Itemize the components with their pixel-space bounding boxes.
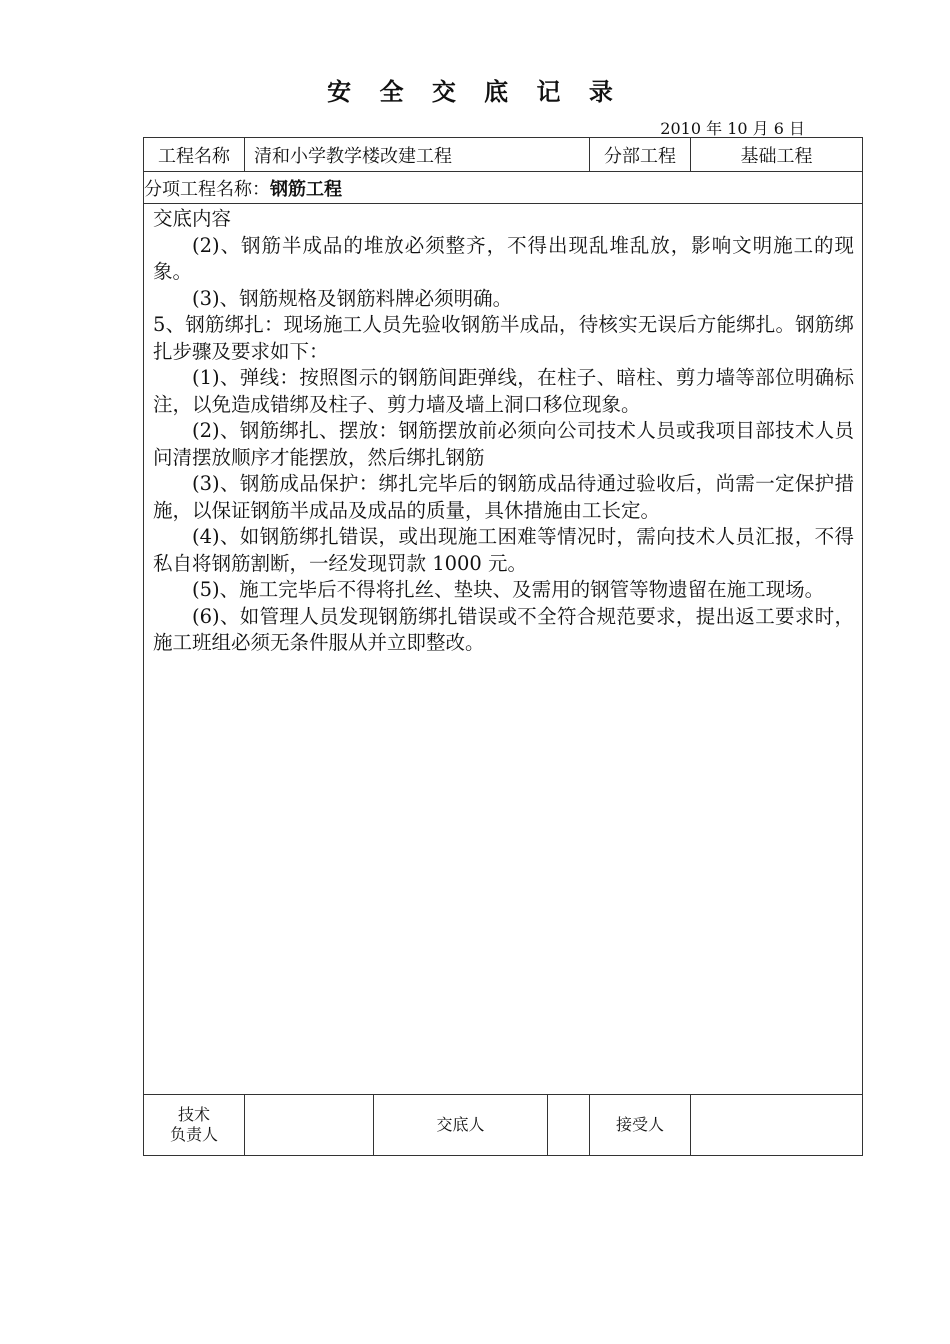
document-title: 安 全 交 底 记 录	[327, 78, 623, 106]
receiver-signature[interactable]	[691, 1095, 863, 1156]
tech-lead-signature[interactable]	[245, 1095, 374, 1156]
subitem-label: 分项工程名称：	[144, 178, 270, 200]
content-paragraph: (3)、钢筋成品保护：绑扎完毕后的钢筋成品待通过验收后，尚需一定保护措施，以保证钢筋半成品及成品的质量，具休措施由工长定。	[153, 472, 854, 522]
subitem-row	[144, 172, 863, 204]
content-heading: 交底内容	[153, 207, 232, 230]
briefing-content	[153, 206, 854, 657]
content-paragraph: (1)、弹线：按照图示的钢筋间距弹线，在柱子、暗柱、剪力墙等部位明确标注，以免造成错绑及柱子、剪力墙及墙上洞口移位现象。	[153, 366, 854, 416]
safety-briefing-form	[143, 137, 863, 1156]
presenter-label: 交底人	[374, 1095, 548, 1156]
subitem-value: 钢筋工程	[270, 178, 342, 200]
content-row	[144, 204, 863, 1095]
content-paragraph: (2)、钢筋绑扎、摆放：钢筋摆放前必须向公司技术人员或我项目部技术人员问清摆放顺序才能摆放，然后绑扎钢筋	[153, 419, 854, 469]
content-paragraph: 5、钢筋绑扎：现场施工人员先验收钢筋半成品，待核实无误后方能绑扎。钢筋绑扎步骤及要求如下：	[153, 313, 854, 363]
content-cell	[144, 204, 863, 1095]
content-paragraph: (5)、施工完毕后不得将扎丝、垫块、及需用的钢管等物遗留在施工现场。	[192, 578, 825, 601]
content-paragraph: (6)、如管理人员发现钢筋绑扎错误或不全符合规范要求，提出返工要求时，施工班组必须无条件服从并立即整改。	[153, 604, 854, 654]
division-label: 分部工程	[590, 138, 691, 172]
division-value: 基础工程	[691, 138, 863, 172]
subitem-cell	[144, 172, 863, 204]
signature-row	[144, 1095, 863, 1156]
tech-lead-label-line2: 负责人	[169, 1125, 218, 1144]
content-paragraph: (2)、钢筋半成品的堆放必须整齐，不得出现乱堆乱放，影响文明施工的现象。	[153, 233, 854, 283]
tech-lead-label-line1: 技术	[177, 1105, 210, 1124]
presenter-signature[interactable]	[548, 1095, 590, 1156]
tech-lead-label	[144, 1095, 245, 1156]
content-paragraph: (4)、如钢筋绑扎错误，或出现施工困难等情况时，需向技术人员汇报，不得私自将钢筋割断，一经发现罚款 1000 元。	[153, 525, 854, 575]
project-name-label: 工程名称	[144, 138, 245, 172]
project-name-value: 清和小学教学楼改建工程	[245, 138, 590, 172]
content-paragraph: (3)、钢筋规格及钢筋料牌必须明确。	[192, 286, 513, 310]
project-row	[144, 138, 863, 172]
document-date: 2010 年 10 月 6 日	[660, 119, 805, 138]
receiver-label: 接受人	[590, 1095, 691, 1156]
